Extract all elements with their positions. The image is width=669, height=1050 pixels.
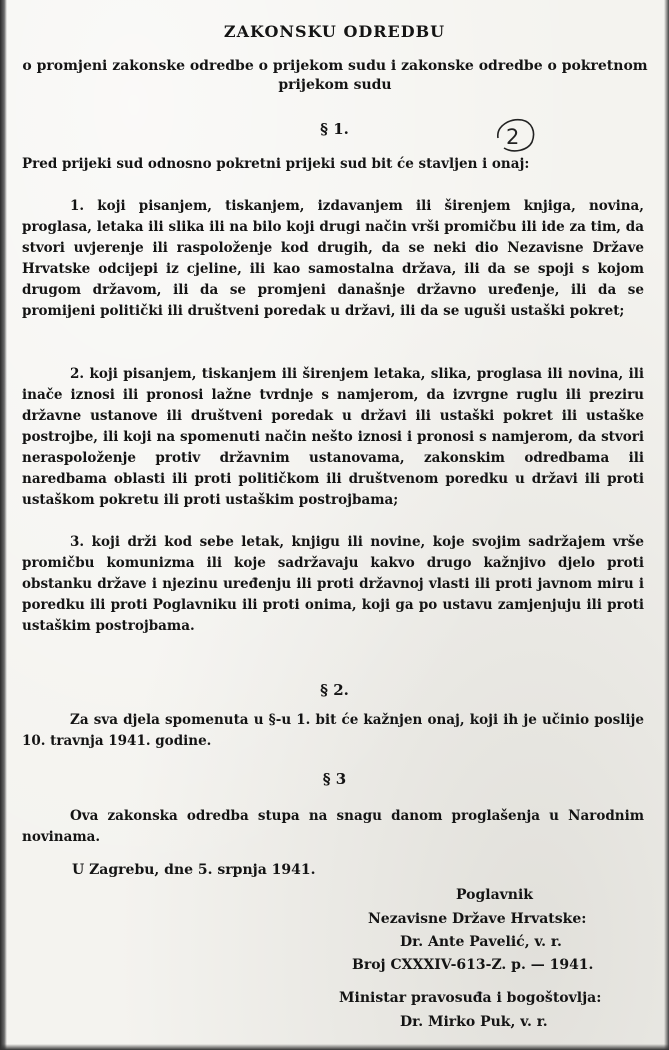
place-and-date: U Zagrebu, dne 5. srpnja 1941.: [72, 862, 316, 878]
document-subtitle: o promjeni zakonske odredbe o prijekom sudu i zakonske odredbe o pokretnom prijekom sudu: [22, 58, 648, 93]
section-3-text: Ova zakonska odredba stupa na snagu danom proglašenja u Narodnim novinama.: [22, 808, 644, 845]
scan-edge-bottom: [0, 1044, 669, 1050]
section-1-item-1: 1. koji pisanjem, tiskanjem, izdavanjem ili širenjem knjiga, novina, proglasa, letaka ili slika ili na bilo koji drugi način vrši promičbu ili ide za tim, da stvori uvjerenje ili raspoloženje kod drugih, da se neki dio Nezavisne Države Hrvatske odcijepi iz cjeline, ili kao samostalna država, ili da se spoji s kojom drugom državom, ili da se promjeni današnje državno uređenje, ili da se promijeni politički ili društveni poredak u državi, ili da se uguši ustaški pokret;: [22, 198, 644, 319]
section-1-heading: § 1.: [320, 120, 349, 138]
scan-edge-left: [0, 0, 7, 1050]
document-number: Broj CXXXIV-613-Z. p. — 1941.: [352, 957, 594, 973]
signature-name-puk: Dr. Mirko Puk, v. r.: [400, 1014, 548, 1030]
signature-name-pavelic: Dr. Ante Pavelić, v. r.: [400, 934, 562, 950]
section-3-heading: § 3: [322, 770, 347, 788]
signature-title-minister: Ministar pravosuđa i bogoštovlja:: [339, 990, 602, 1006]
document-title: ZAKONSKU ODREDBU: [223, 22, 446, 41]
section-1-item-2: 2. koji pisanjem, tiskanjem ili širenjem letaka, slika, proglasa ili novina, ili inače iznosi ili pronosi lažne tvrdnje s namjerom, da izvrgne ruglu ili preziru državne ustanove ili društveni poredak u državi ili ustaški pokret ili ustaške postrojbe, ili koji na spomenuti način nešto iznosi i pronosi s namjerom, da stvori neraspoloženje protiv državnim ustanovama, zakonskim odredbama ili naredbama oblasti ili proti političkom ili društvenom poredku u državi ili proti ustaškom pokretu ili proti ustaškim postrojbama;: [22, 366, 644, 508]
section-1-intro: Pred prijeki sud odnosno pokretni prijeki sud bit će stavljen i onaj:: [22, 156, 530, 172]
section-2-heading: § 2.: [320, 681, 349, 699]
section-1-item-3: 3. koji drži kod sebe letak, knjigu ili novine, koje svojim sadržajem vrše promičbu komunizma ili koje sadržavaju kakvo drugo kažnjivo djelo proti obstanku države i njezinu uređenju ili proti državnoj vlasti ili proti javnom miru i poredku ili proti Poglavniku ili proti onima, koji ga po ustavu zamjenjuju ili proti ustaškim postrojbama.: [22, 534, 644, 634]
signature-title-state: Nezavisne Države Hrvatske:: [368, 911, 587, 927]
section-2-text: Za sva djela spomenuta u §-u 1. bit će kažnjen onaj, koji ih je učinio poslije 10. travnja 1941. godine.: [22, 712, 644, 749]
signature-title-poglavnik: Poglavnik: [456, 887, 533, 903]
handwritten-page-number: 2: [506, 125, 520, 149]
scan-edge-right: [664, 0, 669, 1050]
